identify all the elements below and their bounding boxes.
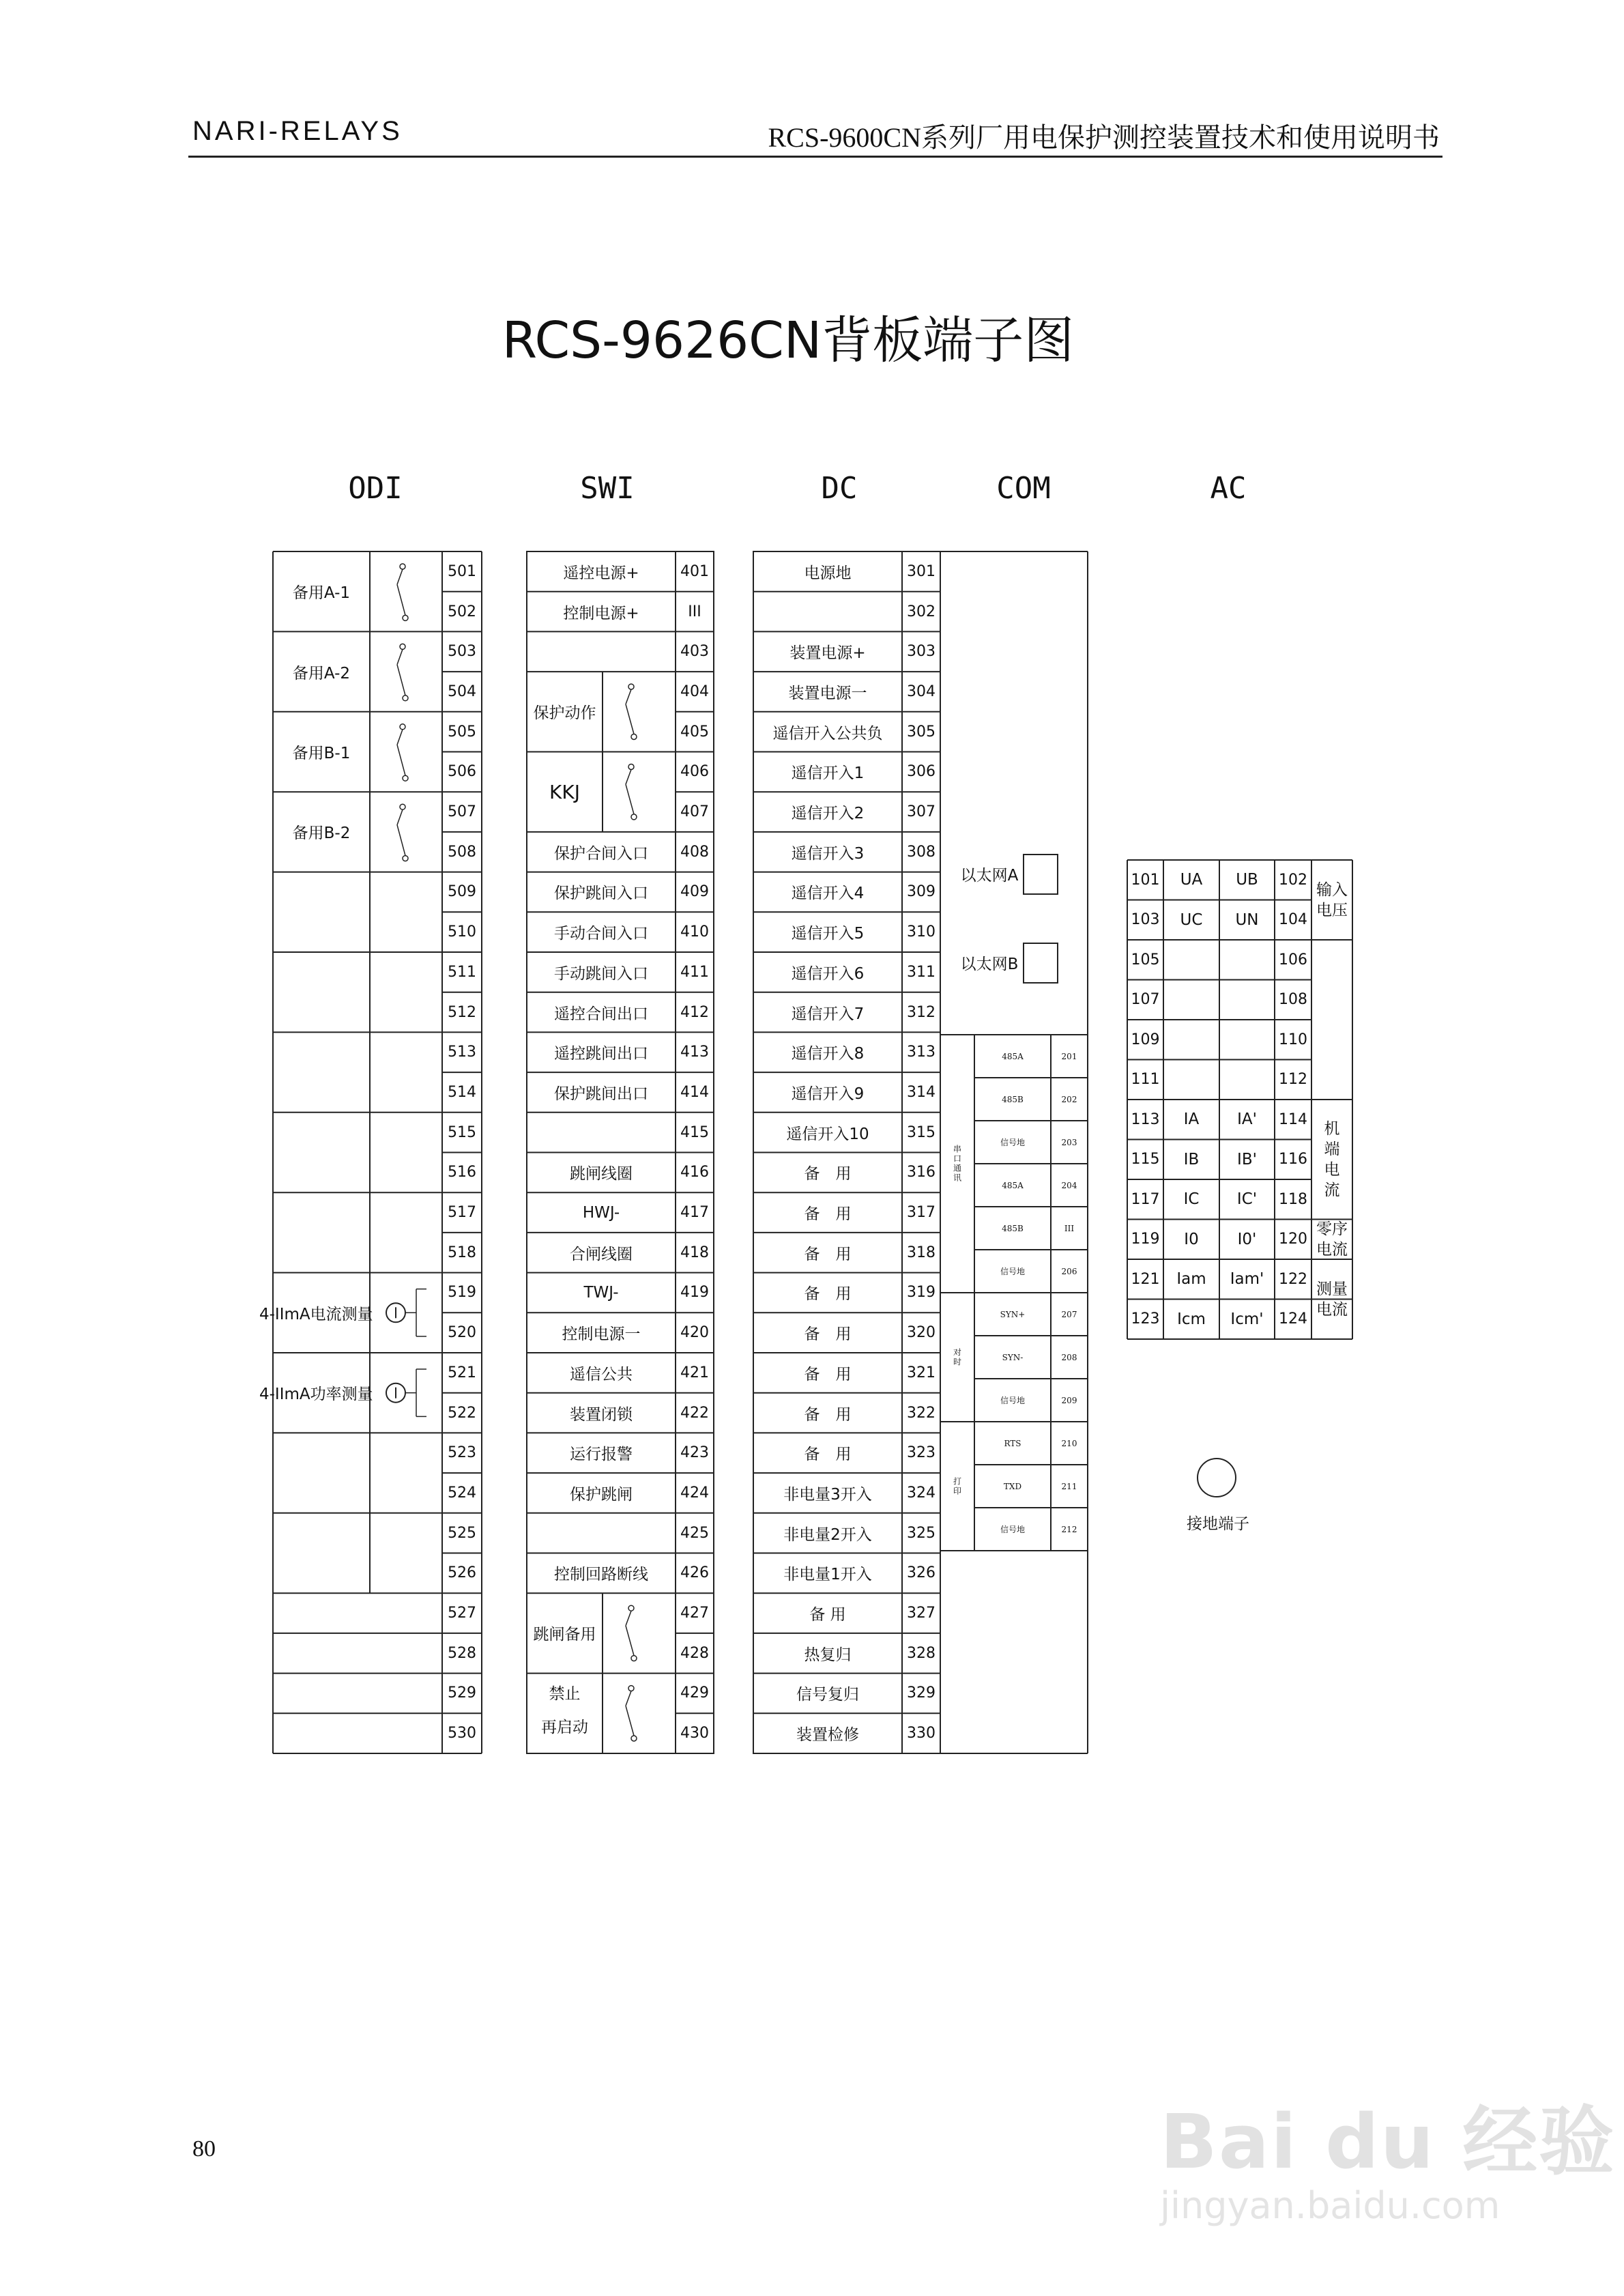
swi-terminal-number: 422 (680, 1404, 709, 1422)
dc-terminal-number: 311 (907, 963, 936, 981)
odi-terminal-number: 506 (448, 763, 476, 781)
watermark-brand: Bai du 经验 (1160, 2098, 1616, 2185)
dc-label: 备 用 (804, 1405, 852, 1424)
odi-contact-blade (397, 584, 405, 615)
swi-label: TWJ- (583, 1283, 619, 1302)
com-terminal-number: III (1064, 1223, 1075, 1233)
dc-label: 非电量2开入 (783, 1525, 872, 1544)
ac-terminal-number: 117 (1131, 1190, 1160, 1208)
header-right: RCS-9600CN系列厂用电保护测控装置技术和使用说明书 (768, 122, 1440, 153)
odi-contact-top (400, 804, 405, 809)
dc-label: 备 用 (804, 1165, 852, 1183)
swi-terminal-number: 407 (680, 803, 709, 821)
dc-label: 遥信开入10 (786, 1125, 869, 1143)
swi-label (527, 1513, 676, 1553)
ac-terminal-number: 116 (1279, 1151, 1307, 1168)
ac-signal: UB (1236, 871, 1258, 889)
ac-terminal-number: 113 (1131, 1110, 1160, 1128)
ac-terminal-number: 108 (1279, 991, 1307, 1009)
swi-label: 运行报警 (570, 1446, 633, 1464)
swi-contact-top (628, 684, 634, 689)
ac-terminal-number: 101 (1131, 871, 1160, 889)
odi-label: 备用B-2 (292, 824, 351, 843)
ac-terminal-number: 106 (1279, 951, 1307, 968)
ac-terminal-number: 115 (1131, 1151, 1160, 1168)
dc-label: 备 用 (804, 1205, 852, 1224)
odi-terminal-number: 511 (448, 963, 476, 981)
swi-label: 保护合间入口 (554, 844, 648, 863)
odi-terminal-number: 523 (448, 1444, 476, 1462)
swi-contact-stub (626, 770, 631, 785)
dc-terminal-number: 325 (907, 1524, 936, 1542)
ac-signal: IA (1183, 1110, 1200, 1129)
com-signal: SYN+ (1000, 1309, 1026, 1319)
dc-terminal-number: 321 (907, 1364, 936, 1381)
dc-terminal-number: 309 (907, 883, 936, 901)
swi-terminal-number: 428 (680, 1644, 709, 1662)
ac-signal: IC' (1236, 1190, 1258, 1209)
swi-terminal-number: 421 (680, 1364, 709, 1381)
dc-label (753, 592, 902, 632)
swi-label-inhibit: 禁止 (549, 1685, 581, 1704)
group-label-ac: AC (1210, 471, 1247, 506)
odi-contact-top (400, 724, 405, 730)
dc-terminal-number: 308 (907, 843, 936, 861)
odi-terminal-number: 522 (448, 1404, 476, 1422)
dc-label: 遥信开入4 (791, 885, 865, 903)
com-signal: 信号地 (1000, 1138, 1025, 1147)
swi-terminal-number: 409 (680, 883, 709, 901)
com-signal: 485A (1002, 1180, 1024, 1190)
ac-signal: UA (1180, 871, 1203, 889)
ground-terminal-label: 接地端子 (1187, 1515, 1249, 1533)
com-terminal-number: 202 (1061, 1094, 1077, 1104)
swi-label: 合闸线圈 (570, 1245, 633, 1263)
odi-contact-blade (397, 665, 405, 695)
swi-terminal-number: 405 (680, 723, 709, 741)
dc-terminal-number: 303 (907, 643, 936, 661)
com-section-label: 对时 (952, 1347, 962, 1367)
com-terminal-number: 206 (1061, 1266, 1077, 1276)
odi-terminal-number: 529 (448, 1684, 476, 1702)
com-terminal-number: 203 (1061, 1137, 1077, 1147)
odi-terminal-number: 513 (448, 1044, 476, 1061)
odi-terminal-number: 517 (448, 1204, 476, 1222)
ac-terminal-number: 103 (1131, 911, 1160, 929)
com-terminal-number: 207 (1061, 1309, 1077, 1319)
swi-label: 装置闭锁 (570, 1405, 633, 1424)
odi-contact-stub (397, 809, 403, 824)
swi-terminal-number: III (688, 603, 701, 620)
dc-label: 遥信开入3 (791, 844, 865, 863)
com-terminal-number: 210 (1061, 1438, 1077, 1448)
odi-contact-stub (397, 730, 403, 745)
odi-contact-bottom (403, 775, 408, 781)
swi-contact-stub (626, 689, 631, 704)
ac-signal: UN (1235, 910, 1259, 929)
ac-signal (1163, 1020, 1219, 1060)
swi-terminal-number: 426 (680, 1564, 709, 1582)
ac-terminal-number: 118 (1279, 1190, 1307, 1208)
odi-terminal-number: 507 (448, 803, 476, 821)
swi-contact-top (628, 1686, 634, 1691)
swi-terminal-number: 415 (680, 1123, 709, 1141)
dc-terminal-number: 320 (907, 1324, 936, 1342)
com-section-label: 串口通讯 (952, 1145, 962, 1183)
dc-terminal-number: 317 (907, 1204, 936, 1222)
swi-contact-bottom (631, 814, 637, 820)
dc-label: 遥信开入8 (791, 1045, 865, 1063)
eth-b-label: 以太网B (960, 955, 1019, 973)
dc-terminal-number: 319 (907, 1284, 936, 1302)
dc-label: 备 用 (804, 1245, 852, 1263)
odi-terminal-number: 528 (448, 1644, 476, 1662)
dc-label: 备 用 (804, 1446, 852, 1464)
ground-terminal-icon (1198, 1459, 1236, 1497)
dc-terminal-number: 329 (907, 1684, 936, 1702)
swi-terminal-number: 419 (680, 1284, 709, 1302)
ac-signal: I0' (1237, 1230, 1257, 1248)
dc-label: 热复归 (804, 1646, 852, 1664)
ac-terminal-number: 105 (1131, 951, 1160, 968)
dc-label: 信号复归 (796, 1686, 859, 1704)
dc-label: 遥信开入1 (791, 764, 865, 783)
dc-label: 备 用 (804, 1325, 852, 1344)
odi-label: 备用B-1 (292, 744, 351, 762)
ac-terminal-number: 110 (1279, 1031, 1307, 1048)
ac-terminal-number: 102 (1279, 871, 1307, 889)
dc-label: 遥信开入2 (791, 805, 865, 823)
swi-contact-top (628, 764, 634, 770)
swi-terminal-number: 424 (680, 1484, 709, 1502)
ac-signal: IA' (1237, 1110, 1257, 1129)
swi-contact-stub (626, 1691, 631, 1706)
eth-a-port (1024, 855, 1058, 894)
ac-terminal-number: 111 (1131, 1071, 1160, 1089)
odi-contact-top (400, 564, 405, 569)
dc-terminal-number: 302 (907, 603, 936, 620)
ac-signal (1163, 1060, 1219, 1100)
odi-contact-top (400, 644, 405, 649)
dc-label: 装置电源+ (789, 644, 866, 663)
swi-terminal-number: 414 (680, 1083, 709, 1101)
dc-terminal-number: 310 (907, 923, 936, 941)
com-signal: 信号地 (1000, 1525, 1025, 1534)
com-terminal-number: 211 (1061, 1481, 1077, 1491)
group-label-odi: ODI (348, 471, 403, 506)
dc-label: 备 用 (809, 1606, 846, 1624)
ac-signal (1219, 1060, 1275, 1100)
swi-label: HWJ- (582, 1203, 620, 1222)
com-signal: TXD (1003, 1481, 1022, 1491)
odi-terminal-number: 509 (448, 883, 476, 901)
ac-signal: UC (1180, 910, 1203, 929)
odi-terminal-number: 510 (448, 923, 476, 941)
odi-terminal-number: 530 (448, 1725, 476, 1742)
odi-contact-bottom (403, 695, 408, 701)
ac-terminal-number: 104 (1279, 911, 1307, 929)
odi-terminal-number: 515 (448, 1123, 476, 1141)
odi-analog-label: 4-IImA电流测量 (259, 1305, 373, 1323)
swi-label: 遥控跳间出口 (554, 1045, 648, 1063)
swi-contact-bottom (631, 1736, 637, 1741)
swi-contact-top (628, 1605, 634, 1611)
com-terminal-number: 201 (1061, 1051, 1077, 1061)
dc-terminal-number: 314 (907, 1083, 936, 1101)
odi-label: 备用A-2 (292, 664, 351, 683)
group-label-swi: SWI (580, 471, 635, 506)
dc-terminal-number: 326 (907, 1564, 936, 1582)
swi-label: 遥控合间出口 (554, 1005, 648, 1023)
ac-group-label: 机端电流 (1324, 1119, 1340, 1199)
com-signal: 485B (1002, 1094, 1024, 1104)
dc-terminal-number: 306 (907, 763, 936, 781)
com-signal: SYN- (1002, 1352, 1024, 1362)
swi-label: 遥控电源+ (563, 564, 639, 582)
odi-contact-stub (397, 569, 403, 584)
odi-contact-stub (397, 649, 403, 664)
com-terminal-number: 208 (1061, 1352, 1077, 1362)
dc-terminal-number: 318 (907, 1244, 936, 1261)
ac-signal: IB (1183, 1150, 1200, 1168)
dc-label: 遥信开入公共负 (772, 724, 883, 743)
swi-terminal-number: 423 (680, 1444, 709, 1462)
ac-signal: IB' (1237, 1150, 1257, 1168)
com-terminal-number: 212 (1061, 1524, 1077, 1534)
watermark-url: jingyan.baidu.com (1160, 2184, 1500, 2227)
odi-terminal-number: 524 (448, 1484, 476, 1502)
dc-terminal-number: 330 (907, 1725, 936, 1742)
page-number: 80 (192, 2136, 216, 2162)
dc-terminal-number: 304 (907, 683, 936, 700)
swi-label: 手动跳间入口 (554, 964, 648, 983)
odi-terminal-number: 504 (448, 683, 476, 700)
swi-terminal-number: 406 (680, 763, 709, 781)
odi-terminal-number: 526 (448, 1564, 476, 1582)
eth-a-label: 以太网A (960, 866, 1019, 885)
swi-terminal-number: 425 (680, 1524, 709, 1542)
dc-label: 装置检修 (796, 1726, 859, 1745)
dc-terminal-number: 323 (907, 1444, 936, 1462)
ac-signal: I0 (1184, 1230, 1199, 1248)
dc-terminal-number: 315 (907, 1123, 936, 1141)
odi-terminal-number: 525 (448, 1524, 476, 1542)
ac-group-label: 输入电压 (1316, 880, 1348, 919)
swi-terminal-number: 403 (680, 643, 709, 661)
odi-analog-label: 4-IImA功率测量 (259, 1386, 373, 1404)
odi-terminal-number: 508 (448, 843, 476, 861)
ac-signal: Iam (1176, 1270, 1206, 1289)
dc-terminal-number: 316 (907, 1164, 936, 1181)
odi-terminal-number: 519 (448, 1284, 476, 1302)
swi-label: 控制电源一 (562, 1325, 641, 1344)
com-section-label: 打印 (952, 1476, 962, 1496)
odi-contact-blade (397, 745, 405, 775)
dc-terminal-number: 312 (907, 1003, 936, 1021)
swi-label (527, 1113, 676, 1153)
ac-signal (1163, 940, 1219, 980)
odi-contact-bottom (403, 615, 408, 620)
dc-terminal-number: 313 (907, 1044, 936, 1061)
swi-contact-bottom (631, 734, 637, 740)
eth-b-port (1024, 943, 1058, 983)
ac-signal (1219, 940, 1275, 980)
odi-terminal-number: 516 (448, 1164, 476, 1181)
odi-terminal-number: 521 (448, 1364, 476, 1381)
ac-signal (1219, 1020, 1275, 1060)
swi-contact-bottom (631, 1656, 637, 1661)
ac-group-label: 零序电流 (1316, 1220, 1348, 1259)
odi-terminal-number: 514 (448, 1083, 476, 1101)
com-signal: 485A (1002, 1051, 1024, 1061)
swi-label: 保护动作 (533, 704, 596, 723)
group-label-com: COM (996, 471, 1051, 506)
dc-label: 电源地 (804, 564, 852, 582)
swi-terminal-number: 410 (680, 923, 709, 941)
odi-terminal-number: 512 (448, 1003, 476, 1021)
swi-terminal-number: 430 (680, 1725, 709, 1742)
ac-terminal-number: 107 (1131, 991, 1160, 1009)
swi-contact-blade (626, 704, 634, 734)
swi-label: 遥信公共 (570, 1365, 633, 1383)
com-signal: 信号地 (1000, 1267, 1025, 1276)
swi-terminal-number: 412 (680, 1003, 709, 1021)
ac-signal: Icm (1177, 1310, 1206, 1328)
swi-terminal-number: 401 (680, 562, 709, 580)
swi-label: KKJ (549, 780, 580, 803)
swi-label: 保护跳间出口 (554, 1085, 648, 1103)
odi-terminal-number: 520 (448, 1324, 476, 1342)
odi-terminal-number: 518 (448, 1244, 476, 1261)
swi-label: 手动合间入口 (554, 925, 648, 943)
dc-terminal-number: 301 (907, 562, 936, 580)
dc-label: 非电量1开入 (783, 1566, 872, 1584)
ac-terminal-number: 123 (1131, 1310, 1160, 1328)
header-left: NARI-RELAYS (192, 116, 403, 146)
swi-terminal-number: 416 (680, 1164, 709, 1181)
odi-terminal-number: 502 (448, 603, 476, 620)
swi-contact-blade (626, 784, 634, 814)
diagram-title: RCS-9626CN背板端子图 (502, 311, 1075, 370)
swi-contact-blade (626, 1706, 634, 1736)
swi-label: 控制回路断线 (554, 1566, 648, 1584)
odi-terminal-number: 501 (448, 562, 476, 580)
dc-terminal-number: 324 (907, 1484, 936, 1502)
dc-label: 遥信开入7 (791, 1005, 865, 1023)
swi-terminal-number: 427 (680, 1605, 709, 1622)
swi-terminal-number: 411 (680, 963, 709, 981)
ac-terminal-number: 119 (1131, 1231, 1160, 1248)
dc-terminal-number: 307 (907, 803, 936, 821)
ac-terminal-number: 122 (1279, 1270, 1307, 1288)
com-signal: RTS (1004, 1438, 1021, 1448)
dc-label: 装置电源一 (788, 684, 867, 702)
odi-terminal-number: 527 (448, 1605, 476, 1622)
com-terminal-number: 209 (1061, 1395, 1077, 1405)
ac-group-label: 测量电流 (1316, 1280, 1348, 1319)
swi-terminal-number: 429 (680, 1684, 709, 1702)
swi-terminal-number: 413 (680, 1044, 709, 1061)
swi-terminal-number: 408 (680, 843, 709, 861)
com-signal: 信号地 (1000, 1396, 1025, 1405)
odi-terminal-number: 505 (448, 723, 476, 741)
com-signal: 485B (1002, 1223, 1024, 1233)
dc-label: 遥信开入9 (791, 1085, 865, 1103)
dc-label: 遥信开入5 (791, 925, 865, 943)
swi-label-reclose: 再启动 (541, 1719, 588, 1737)
ac-terminal-number: 109 (1131, 1031, 1160, 1048)
dc-terminal-number: 305 (907, 723, 936, 741)
ac-signal (1219, 980, 1275, 1020)
ac-signal (1163, 980, 1219, 1020)
ac-terminal-number: 124 (1279, 1310, 1307, 1328)
dc-terminal-number: 327 (907, 1605, 936, 1622)
swi-terminal-number: 418 (680, 1244, 709, 1261)
ac-terminal-number: 121 (1131, 1270, 1160, 1288)
swi-label: 保护跳间入口 (554, 885, 648, 903)
swi-contact-blade (626, 1626, 634, 1656)
dc-label: 备 用 (804, 1365, 852, 1383)
odi-contact-bottom (403, 856, 408, 861)
dc-label: 备 用 (804, 1285, 852, 1304)
group-label-dc: DC (821, 471, 858, 506)
swi-label: 保护跳闸 (570, 1485, 633, 1504)
swi-terminal-number: 417 (680, 1204, 709, 1222)
ac-terminal-number: 120 (1279, 1231, 1307, 1248)
dc-terminal-number: 322 (907, 1404, 936, 1422)
swi-terminal-number: 420 (680, 1324, 709, 1342)
com-terminal-number: 204 (1061, 1180, 1077, 1190)
swi-terminal-number: 404 (680, 683, 709, 700)
dc-label: 非电量3开入 (783, 1485, 872, 1504)
ac-signal: Iam' (1230, 1270, 1264, 1289)
swi-label: 跳闸线圈 (570, 1165, 633, 1183)
ac-terminal-number: 114 (1279, 1110, 1307, 1128)
swi-label (527, 631, 676, 672)
ac-signal: IC (1183, 1190, 1200, 1209)
swi-label: 跳闸备用 (533, 1626, 596, 1644)
swi-contact-stub (626, 1611, 631, 1626)
ac-signal: Icm' (1230, 1310, 1264, 1328)
dc-label: 遥信开入6 (791, 964, 865, 983)
dc-terminal-number: 328 (907, 1644, 936, 1662)
ac-terminal-number: 112 (1279, 1071, 1307, 1089)
odi-label: 备用A-1 (292, 584, 351, 603)
odi-terminal-number: 503 (448, 643, 476, 661)
odi-contact-blade (397, 825, 405, 856)
swi-label: 控制电源+ (563, 604, 639, 622)
